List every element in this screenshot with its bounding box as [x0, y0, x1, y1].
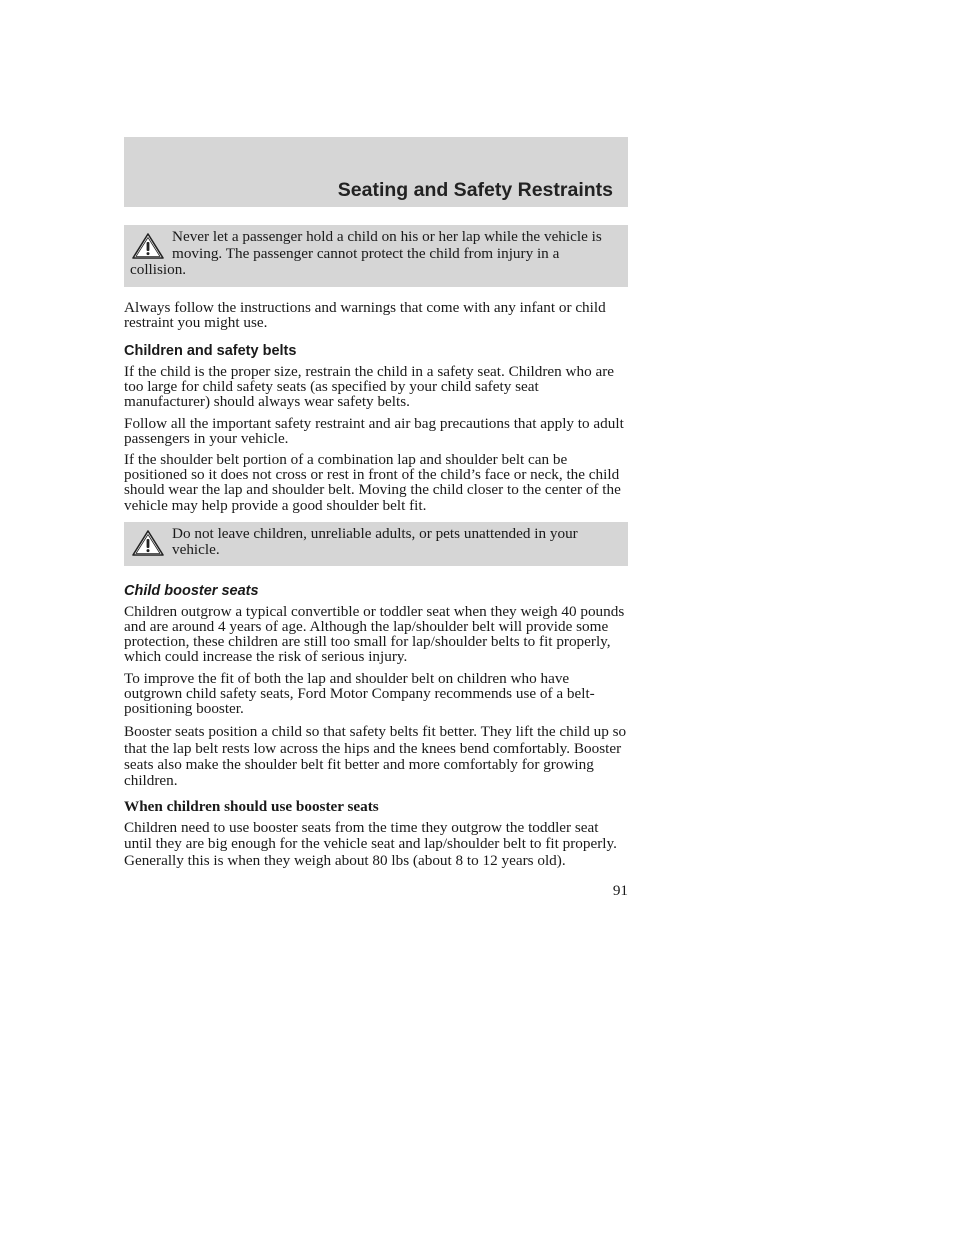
page-title: Seating and Safety Restraints [337, 179, 613, 201]
heading-when-booster: When children should use booster seats [124, 797, 379, 815]
paragraph-when-booster: Children need to use booster seats from the time they outgrow the toddler seat until they are big enough for the vehicle seat and lap/shoulder belt to fit properly. Generally this is when they weigh about 80 lbs (about 8 to 12 years old). [124, 818, 617, 869]
intro-paragraph: Always follow the instructions and warnings that come with any infant or child restraint you might use. [124, 298, 606, 331]
warning-text: Never let a passenger hold a child on his or her lap while the vehicle is moving. The passenger cannot protect the child from injury in a collision. [130, 228, 602, 278]
heading-children-safety-belts: Children and safety belts [124, 342, 297, 359]
warning-triangle-icon [130, 528, 168, 558]
warning-box-lap [124, 225, 628, 287]
warning-triangle-icon [130, 231, 168, 261]
paragraph-improve-fit: To improve the fit of both the lap and shoulder belt on children who have outgrown child safety seats, Ford Motor Company recommends use of a belt-positioning booster. [124, 669, 595, 717]
paragraph-outgrow: Children outgrow a typical convertible or toddler seat when they weigh 40 pounds and are around 4 years of age. Although the lap/shoulder belt will provide some protection, these children are still too small for lap/shoulder belts to fit properly, which could increase the risk of serious injury. [124, 602, 625, 666]
paragraph-booster-position: Booster seats position a child so that safety belts fit better. They lift the child up so that the lap belt rests low across the hips and the knees bend comfortably. Booster seats also make the shoulder belt fit better and more comfortably for growing children. [124, 723, 627, 790]
manual-page [124, 137, 628, 898]
paragraph-precautions: Follow all the important safety restraint and air bag precautions that apply to adult passengers in your vehicle. [124, 414, 624, 447]
warning-box-unattended [124, 522, 628, 566]
heading-child-booster-seats: Child booster seats [124, 582, 259, 599]
paragraph-shoulder-belt: If the shoulder belt portion of a combination lap and shoulder belt can be positioned so it does not cross or rest in front of the child’s face or neck, the child should wear the lap and shoulder belt. Moving the child closer to the center of the vehicle may help provide a good shoulder belt fit. [124, 450, 621, 514]
paragraph-proper-size: If the child is the proper size, restrain the child in a safety seat. Children who are too large for child safety seats (as specified by your child safety seat manufacturer) should always wear safety belts. [124, 362, 615, 411]
page-number: 91 [612, 882, 628, 899]
warning-text: Do not leave children, unreliable adults, or pets unattended in your vehicle. [172, 524, 578, 559]
section-header [124, 137, 628, 207]
